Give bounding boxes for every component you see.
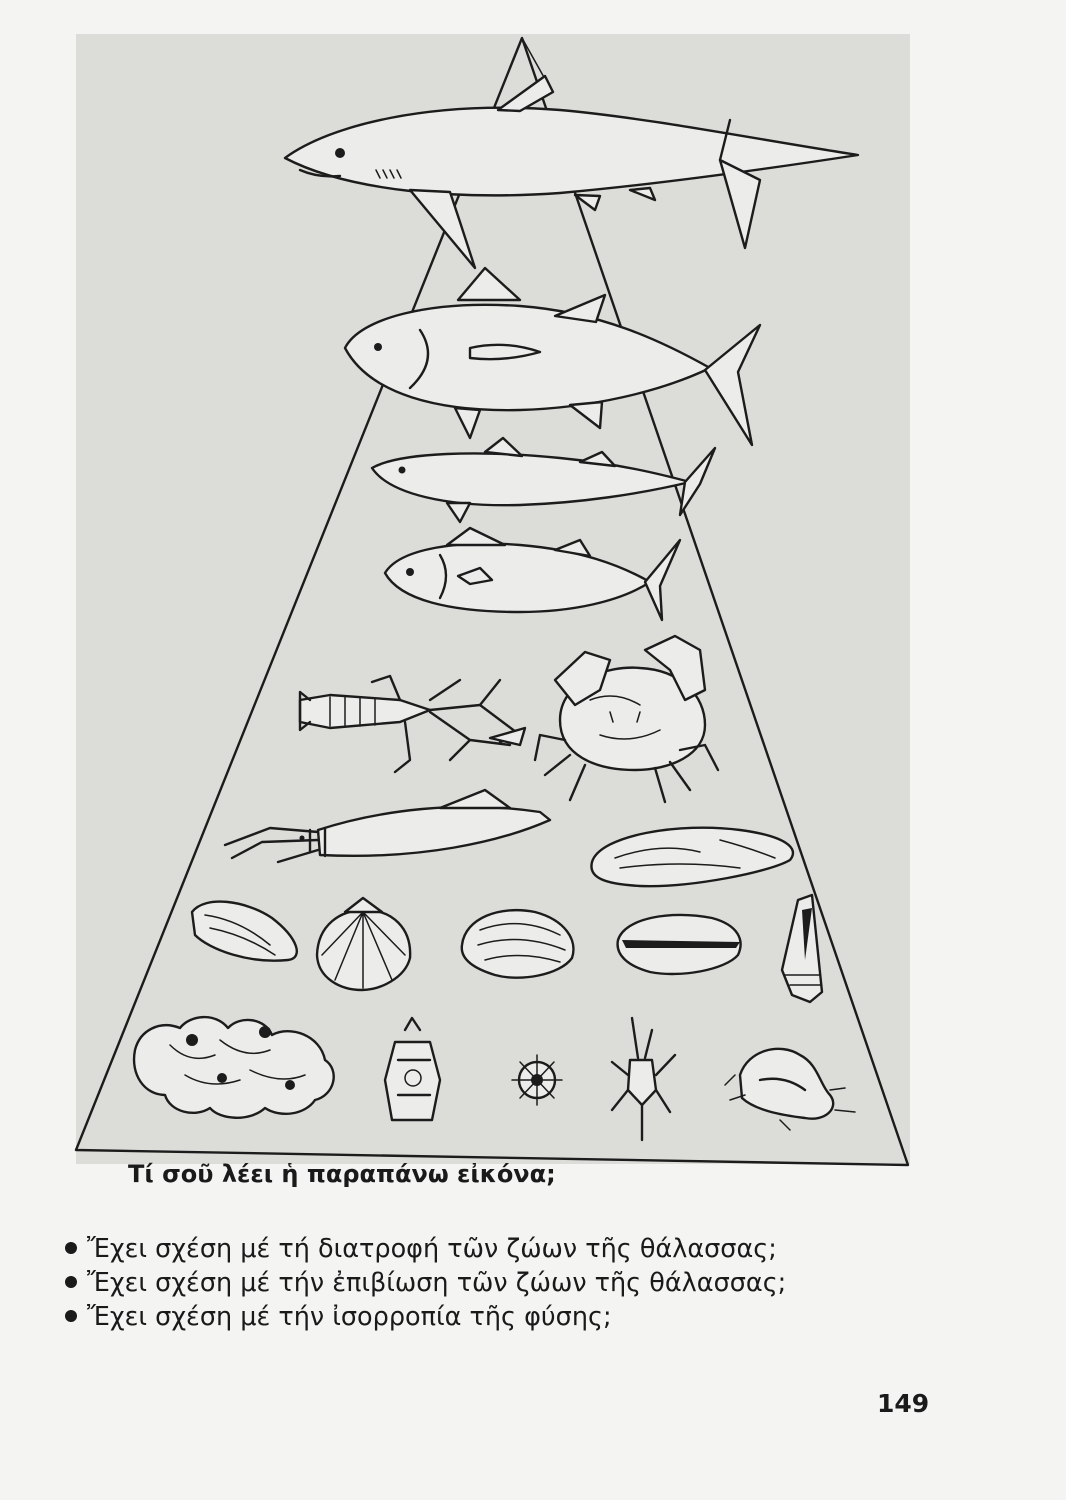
cone-shell-drawing [782, 895, 822, 1002]
clam-drawing [462, 910, 574, 978]
mackerel-drawing [385, 528, 680, 620]
crab-drawing [535, 636, 718, 802]
bullet-item: Ἔχει σχέση μέ τήν ἰσορροπία τῆς φύσης; [65, 1300, 786, 1334]
mussel-drawing [192, 902, 297, 961]
question-heading: Τί σοῦ λέει ἡ παραπάνω εἰκόνα; [128, 1160, 556, 1188]
question-list [65, 1232, 786, 1334]
plankton-cell-drawing [385, 1018, 440, 1120]
oyster-drawing [591, 828, 793, 887]
seaweed-cluster-drawing [134, 1017, 334, 1118]
cowrie-drawing [618, 915, 741, 974]
bullet-item: Ἔχει σχέση μέ τήν ἐπιβίωση τῶν ζώων τῆς θάλασσας; [65, 1266, 786, 1300]
shrimp-larva-drawing [612, 1018, 675, 1140]
lobster-drawing [300, 676, 525, 772]
tuna-drawing [345, 268, 760, 445]
sea-urchin-larva-drawing [512, 1055, 562, 1105]
page-number: 149 [877, 1389, 930, 1418]
scallop-drawing [317, 898, 410, 990]
shark-drawing [285, 76, 858, 268]
squid-drawing [225, 790, 550, 862]
bullet-item: Ἔχει σχέση μέ τή διατροφή τῶν ζώων τῆς θάλασσας; [65, 1232, 786, 1266]
sponge-drawing [725, 1049, 855, 1130]
